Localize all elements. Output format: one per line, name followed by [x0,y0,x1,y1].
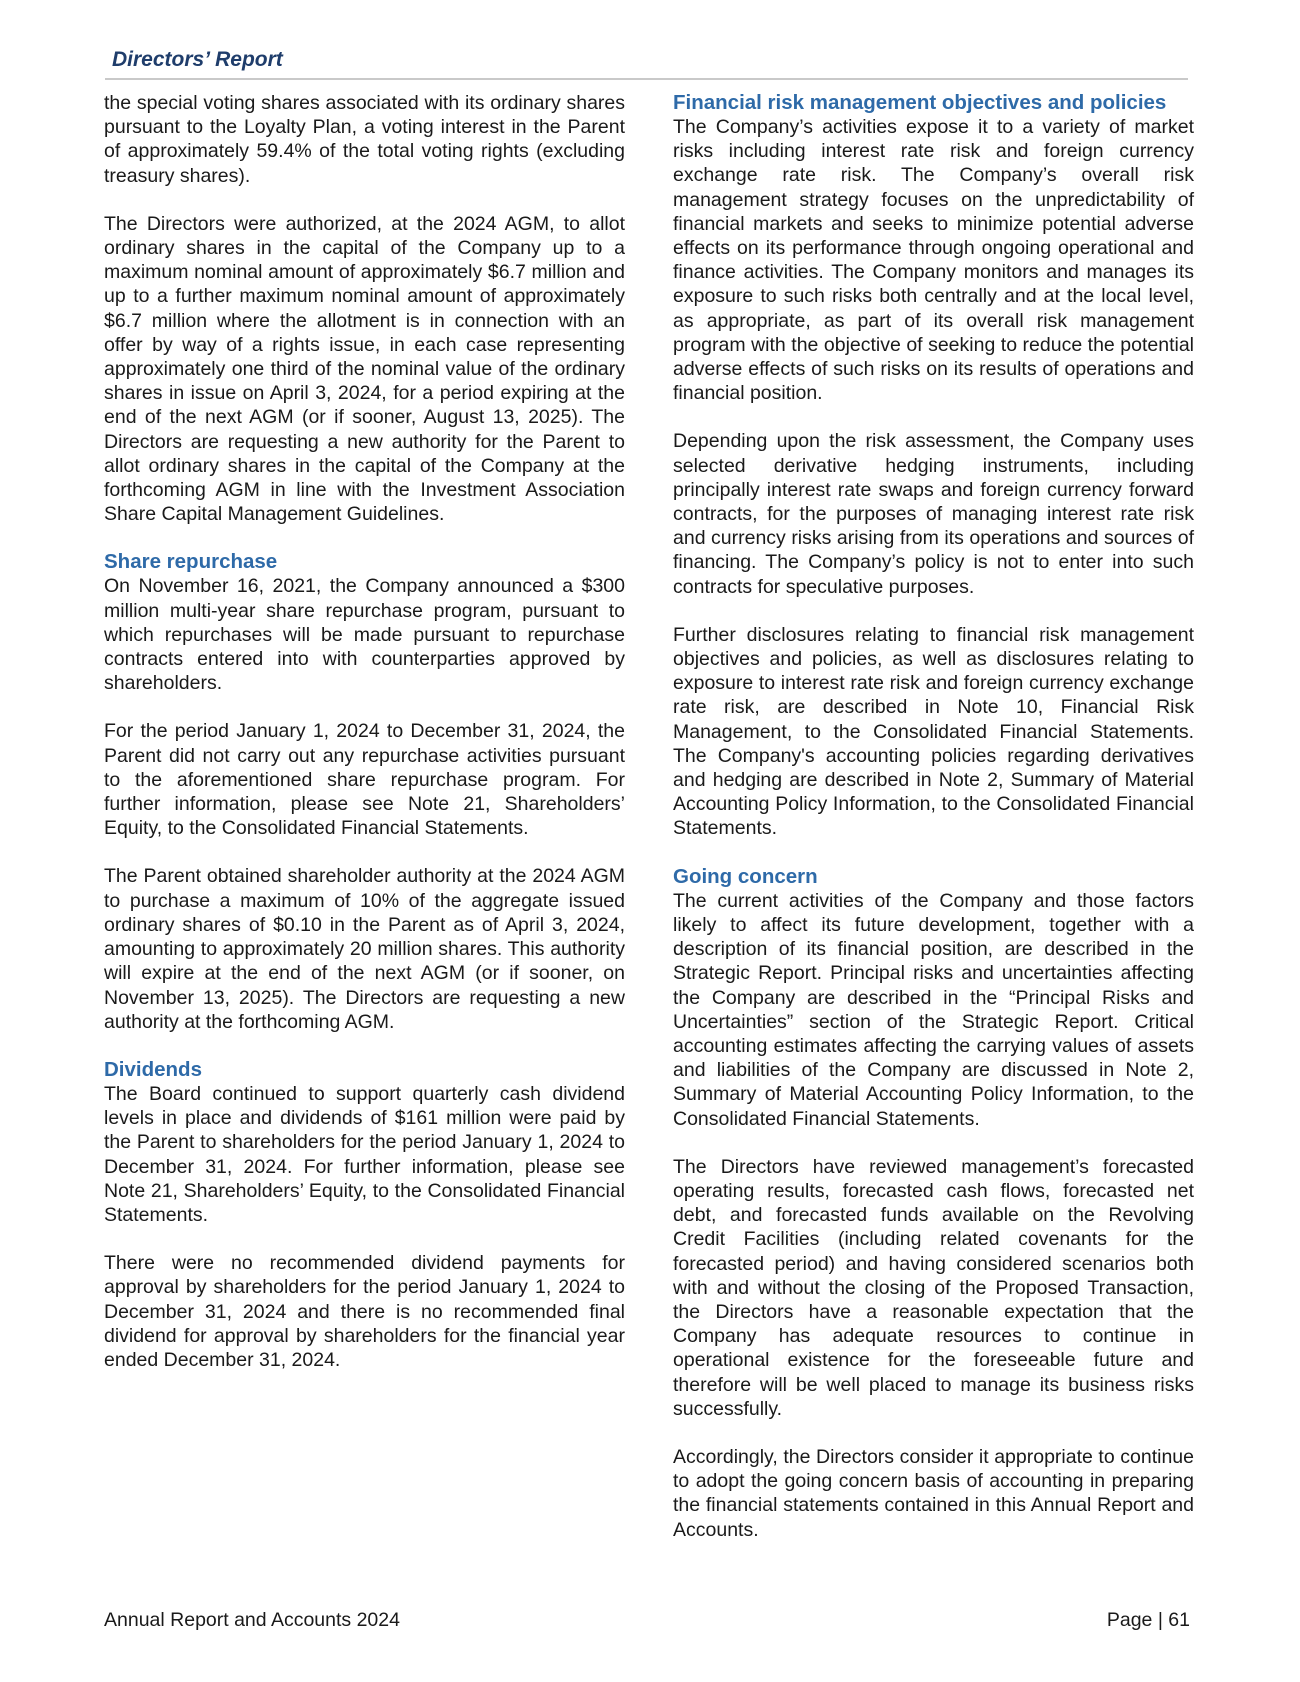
right-column [673,91,1194,1566]
heading-dividends: Dividends [104,1057,202,1081]
left-column [104,91,625,1396]
paragraph-repurchase-activity: For the period January 1, 2024 to December 31, 2024, the Parent did not carry out any repurchase activities pursuant to the aforementioned share repurchase program. For further information, please see Note 21, Shareholders’ Equity, to the Consolidated Financial Statements. [104,720,625,840]
paragraph-no-recommended-dividend: There were no recommended dividend payments for approval by shareholders for the period January 1, 2024 to December 31, 2024 and there is no recommended final dividend for approval by shareholders for the financial year ended December 31, 2024. [104,1252,625,1371]
paragraph-allotment-authority: The Directors were authorized, at the 2024 AGM, to allot ordinary shares in the capital of the Company up to a maximum nominal amount of approximately $6.7 million and up to a further maximum nominal amount of approximately $6.7 million where the allotment is in connection with an offer by way of a rights issue, in each case representing approximately one third of the nominal value of the ordinary shares in issue on April 3, 2024, for a period expiring at the end of the next AGM (or if sooner, August 13, 2025). The Directors are requesting a new authority for the Parent to allot ordinary shares in the capital of the Company at the forthcoming AGM in line with the Investment Association Share Capital Management Guidelines. [104,212,625,526]
heading-financial-risk: Financial risk management objectives and policies [673,91,1167,114]
paragraph-purchase-authority: The Parent obtained shareholder authority at the 2024 AGM to purchase a maximum of 10% of the aggregate issued ordinary shares of $0.10 in the Parent as of April 3, 2024, amounting to approximately 20 million shares. This authority will expire at the end of the next AGM (or if sooner, on November 13, 2025). The Directors are requesting a new authority at the forthcoming AGM. [104,865,625,1033]
footer-page-number: Page | 61 [1106,1609,1190,1631]
paragraph-voting-interest: the special voting shares associated with its ordinary shares pursuant to the Loyalty Plan, a voting interest in the Parent of approximately 59.4% of the total voting rights (excluding treasury shares). [104,92,625,187]
paragraph-market-risks: The Company’s activities expose it to a variety of market risks including interest rate risk and foreign currency exchange rate risk. The Company’s overall risk management strategy focuses on the unpredictability of financial markets and seeks to minimize potential adverse effects on its performance through ongoing operational and finance activities. The Company monitors and manages its exposure to such risks both centrally and at the local level, as appropriate, as part of its overall risk management program with the objective of seeking to reduce the potential adverse effects of such risks on its results of operations and financial position. [673,116,1194,405]
paragraph-going-concern-conclusion: Accordingly, the Directors consider it appropriate to continue to adopt the going concern basis of accounting in preparing the financial statements contained in this Annual Report and Accounts. [673,1445,1194,1541]
heading-share-repurchase: Share repurchase [104,550,278,574]
paragraph-current-activities: The current activities of the Company and those factors likely to affect its future development, together with a description of its financial position, are described in the Strategic Report. Principal risks and uncertainties affecting the Company are described in the “Principal Risks and Uncertainties” section of the Strategic Report. Critical accounting estimates affecting the carrying values of assets and liabilities of the Company are discussed in Note 2, Summary of Material Accounting Policy Information, to the Consolidated Financial Statements. [673,889,1194,1130]
header-divider [105,78,1188,80]
paragraph-directors-review: The Directors have reviewed management’s forecasted operating results, forecasted cash flows, forecasted net debt, and forecasted funds available on the Revolving Credit Facilities (including related covenants for the forecasted period) and having considered scenarios both with and without the closing of the Proposed Transaction, the Directors have a reasonable expectation that the Company has adequate resources to continue in operational existence for the foreseeable future and therefore will be well placed to manage its business risks successfully. [673,1155,1194,1420]
running-head: Directors’ Report [112,48,283,71]
paragraph-dividends-paid: The Board continued to support quarterly cash dividend levels in place and dividends of $161 million were paid by the Parent to shareholders for the period January 1, 2024 to December 31, 2024. For further information, please see Note 21, Shareholders’ Equity, to the Consolidated Financial Statements. [104,1082,625,1226]
footer-report-title: Annual Report and Accounts 2024 [104,1609,400,1631]
paragraph-repurchase-program: On November 16, 2021, the Company announced a $300 million multi-year share repurchase program, pursuant to which repurchases will be made pursuant to repurchase contracts entered into with counterparties approved by shareholders. [104,575,625,695]
heading-going-concern: Going concern [673,864,818,888]
paragraph-further-disclosures: Further disclosures relating to financial risk management objectives and policies, as well as disclosures relating to exposure to interest rate risk and foreign currency exchange rate risk, are described in Note 10, Financial Risk Management, to the Consolidated Financial Statements. The Company's accounting policies regarding derivatives and hedging are described in Note 2, Summary of Material Accounting Policy Information, to the Consolidated Financial Statements. [673,623,1194,840]
paragraph-hedging-instruments: Depending upon the risk assessment, the Company uses selected derivative hedging instruments, including principally interest rate swaps and foreign currency forward contracts, for the purposes of managing interest rate risk and currency risks arising from its operations and sources of financing. The Company’s policy is not to enter into such contracts for speculative purposes. [673,430,1194,598]
